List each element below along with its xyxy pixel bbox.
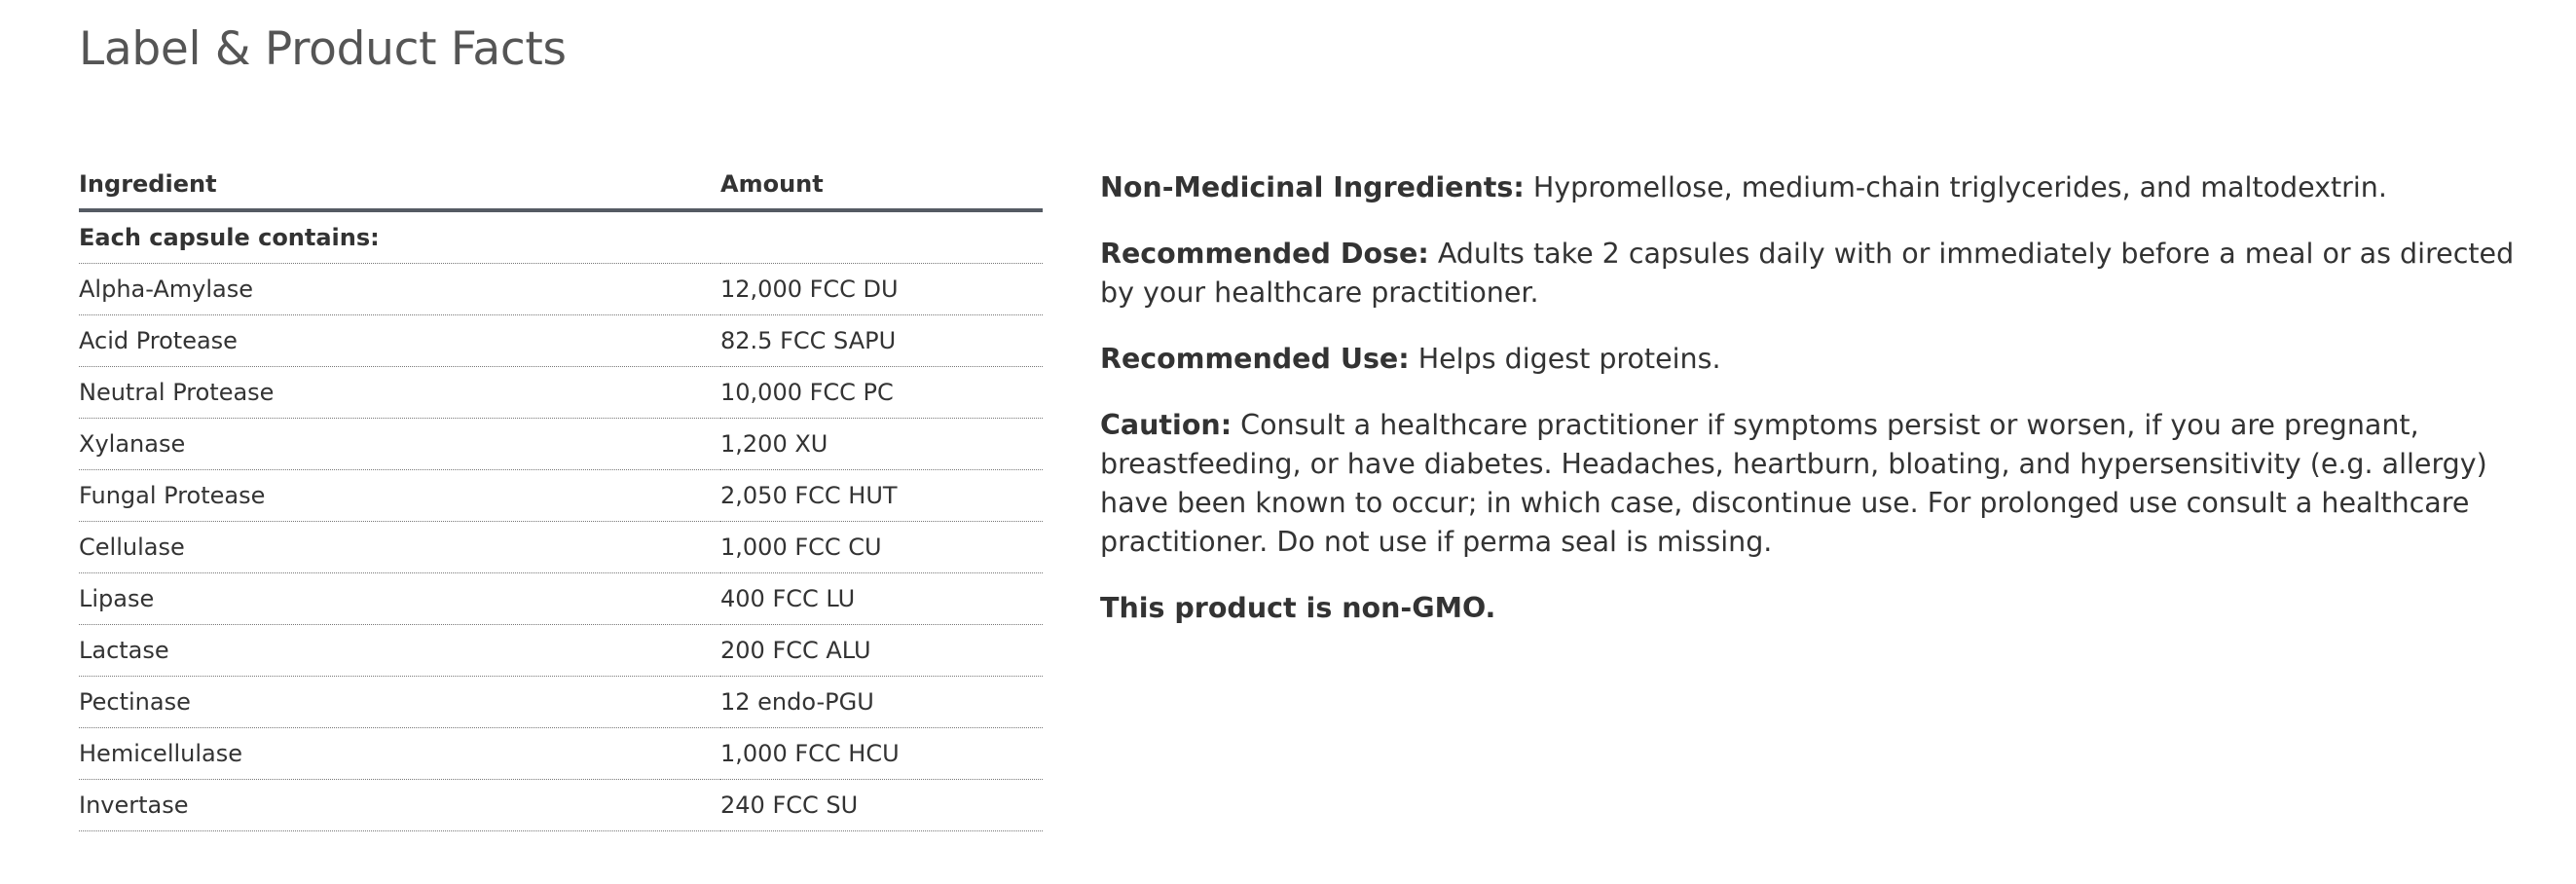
caution-label: Caution: [1100,409,1233,441]
ingredient-amount: 1,200 XU [720,419,1043,470]
ingredient-name: Pectinase [79,677,720,728]
recommended-use-text: Helps digest proteins. [1417,343,1721,375]
ingredient-rows [79,210,1043,831]
table-row [79,780,1043,831]
recommended-use [1100,340,2531,379]
ingredient-name: Xylanase [79,419,720,470]
ingredient-amount: 2,050 FCC HUT [720,470,1043,522]
ingredient-name: Invertase [79,780,720,831]
non-medicinal-text: Hypromellose, medium-chain triglycerides, and maltodextrin. [1532,171,2387,203]
caution [1100,406,2531,562]
ingredient-name: Fungal Protease [79,470,720,522]
recommended-dose [1100,235,2531,313]
recommended-dose-label: Recommended Dose: [1100,238,1429,270]
ingredient-name: Cellulase [79,522,720,573]
ingredient-name: Lipase [79,573,720,625]
table-row [79,625,1043,677]
table-row [79,728,1043,780]
table-row [79,367,1043,419]
table-row [79,470,1043,522]
ingredient-amount: 82.5 FCC SAPU [720,315,1043,367]
ingredient-amount: 200 FCC ALU [720,625,1043,677]
table-row [79,264,1043,315]
non-gmo-statement [1100,589,2531,628]
ingredient-amount: 10,000 FCC PC [720,367,1043,419]
group-label: Each capsule contains: [79,210,720,264]
ingredient-amount: 1,000 FCC HCU [720,728,1043,780]
table-row [79,315,1043,367]
group-amount-empty [720,210,1043,264]
ingredient-amount: 12 endo-PGU [720,677,1043,728]
recommended-use-label: Recommended Use: [1100,343,1410,375]
table-row [79,573,1043,625]
page-title: Label & Product Facts [79,22,567,76]
ingredient-name: Acid Protease [79,315,720,367]
table-row [79,677,1043,728]
ingredient-amount: 1,000 FCC CU [720,522,1043,573]
ingredient-column-header: Ingredient [79,160,720,210]
ingredient-amount: 240 FCC SU [720,780,1043,831]
group-row [79,210,1043,264]
table-header-row [79,160,1043,210]
recommended-dose-text: Adults take 2 capsules daily with or immediately before a meal or as directed by your healthcare practitioner. [1100,238,2515,309]
ingredients-table [79,160,1043,831]
ingredient-name: Hemicellulase [79,728,720,780]
ingredient-name: Alpha-Amylase [79,264,720,315]
non-medicinal-ingredients [1100,168,2531,207]
caution-text: Consult a healthcare practitioner if symptoms persist or worsen, if you are pregnant, breastfeeding, or have diabetes. Headaches, heartburn, bloating, and hypersensitivity (e.g. allergy) have been known to occur; in which case, discontinue use. For prolonged use consult a healthcare practitioner. Do not use if perma seal is missing. [1100,409,2487,558]
table-row [79,419,1043,470]
ingredients-panel [79,160,1043,831]
non-medicinal-label: Non-Medicinal Ingredients: [1100,171,1525,203]
amount-column-header: Amount [720,160,1043,210]
ingredient-amount: 12,000 FCC DU [720,264,1043,315]
ingredient-amount: 400 FCC LU [720,573,1043,625]
ingredient-name: Neutral Protease [79,367,720,419]
non-gmo-text: This product is non-GMO. [1100,592,1496,624]
product-info-panel [1100,168,2531,655]
table-row [79,522,1043,573]
ingredient-name: Lactase [79,625,720,677]
